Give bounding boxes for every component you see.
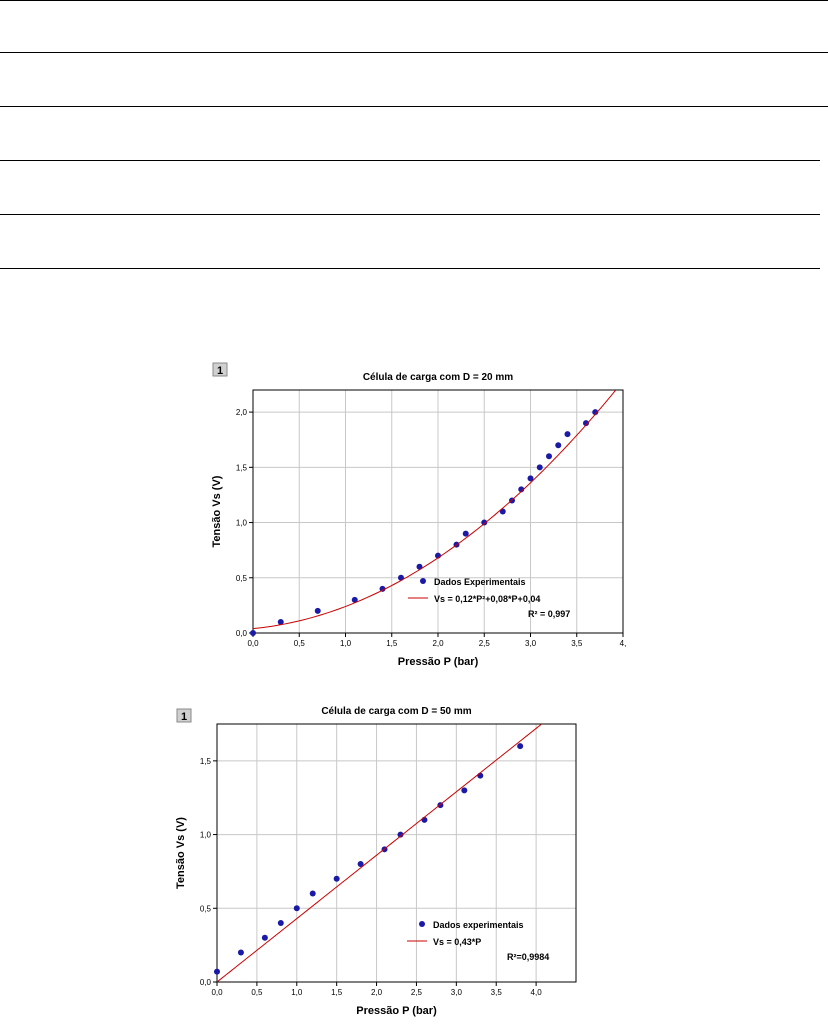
chart-d20 — [208, 360, 628, 690]
chart-title: Célula de carga com D = 50 mm — [321, 706, 472, 717]
data-point — [463, 531, 469, 537]
x-tick-label: 2,0 — [370, 988, 383, 997]
legend-label-fit: Vs = 0,43*P — [433, 937, 482, 947]
plot-frame — [217, 724, 576, 982]
y-tick-label: 1,5 — [199, 756, 211, 766]
x-axis-label: Pressão P (bar) — [356, 1005, 437, 1017]
data-point — [546, 453, 552, 459]
x-tick-label: 4,0 — [530, 988, 542, 997]
data-point — [334, 876, 340, 882]
x-tick-label: 3,0 — [524, 639, 537, 648]
y-tick-label: 2,0 — [235, 408, 247, 418]
legend-label-fit: Vs = 0,12*P²+0,08*P+0,04 — [434, 594, 541, 604]
x-tick-label: 1,0 — [291, 988, 303, 997]
x-tick-label: 3,5 — [571, 639, 583, 648]
chart-d50 — [172, 706, 592, 1019]
data-point — [238, 950, 244, 956]
x-tick-label: 1,5 — [386, 639, 398, 648]
table-rule — [0, 268, 820, 269]
y-axis-label: Tensão Vs (V) — [211, 475, 223, 548]
x-tick-label: 1,5 — [331, 988, 343, 997]
layer-badge-label: 1 — [216, 365, 224, 377]
data-point — [214, 969, 220, 975]
data-point — [537, 464, 543, 470]
legend-marker-points — [420, 578, 426, 584]
y-tick-label: 0,5 — [199, 904, 211, 914]
y-tick-label: 0,5 — [235, 573, 247, 583]
data-point — [315, 608, 321, 614]
x-tick-label: 0,0 — [247, 639, 259, 648]
data-point — [278, 920, 284, 926]
table-rule — [0, 160, 820, 161]
layer-badge-label: 1 — [180, 711, 188, 723]
x-tick-label: 3,5 — [490, 988, 502, 997]
data-point — [555, 442, 561, 448]
y-tick-label: 1,5 — [235, 463, 247, 473]
table-rule — [0, 0, 828, 1]
legend-label-points: Dados Experimentais — [434, 577, 526, 587]
data-point — [310, 891, 316, 897]
table-rule — [0, 214, 820, 215]
legend-r-squared: R² = 0,997 — [528, 609, 571, 619]
data-point — [517, 743, 523, 749]
data-point — [294, 905, 300, 911]
y-tick-label: 0,0 — [235, 629, 247, 638]
table-rule — [0, 52, 828, 53]
x-tick-label: 2,5 — [478, 639, 490, 648]
x-tick-label: 2,0 — [432, 639, 444, 648]
x-axis-label: Pressão P (bar) — [397, 656, 479, 668]
chart-title: Célula de carga com D = 20 mm — [362, 372, 514, 383]
table-rule — [0, 106, 828, 107]
y-tick-label: 1,0 — [199, 830, 211, 840]
x-tick-label: 0,5 — [251, 988, 263, 997]
x-tick-label: 2,5 — [410, 988, 423, 997]
chart-d20-svg — [208, 360, 628, 690]
chart-d50-svg — [172, 706, 592, 1019]
legend-r-squared: R²=0,9984 — [507, 952, 550, 962]
data-point — [461, 787, 467, 793]
x-tick-label: 1,0 — [339, 639, 352, 648]
legend-label-points: Dados experimentais — [433, 920, 524, 930]
data-point — [250, 630, 256, 636]
y-tick-label: 0,0 — [199, 978, 211, 987]
x-tick-label: 4, — [619, 639, 627, 648]
legend-marker-points — [419, 921, 425, 927]
y-axis-label: Tensão Vs (V) — [175, 817, 187, 889]
fit-curve — [253, 387, 618, 629]
data-point — [565, 431, 571, 437]
x-tick-label: 3,0 — [450, 988, 462, 997]
y-tick-label: 1,0 — [235, 518, 247, 528]
data-point — [262, 935, 268, 941]
x-tick-label: 0,0 — [211, 988, 223, 997]
x-tick-label: 0,5 — [293, 639, 305, 648]
data-point — [477, 773, 483, 779]
